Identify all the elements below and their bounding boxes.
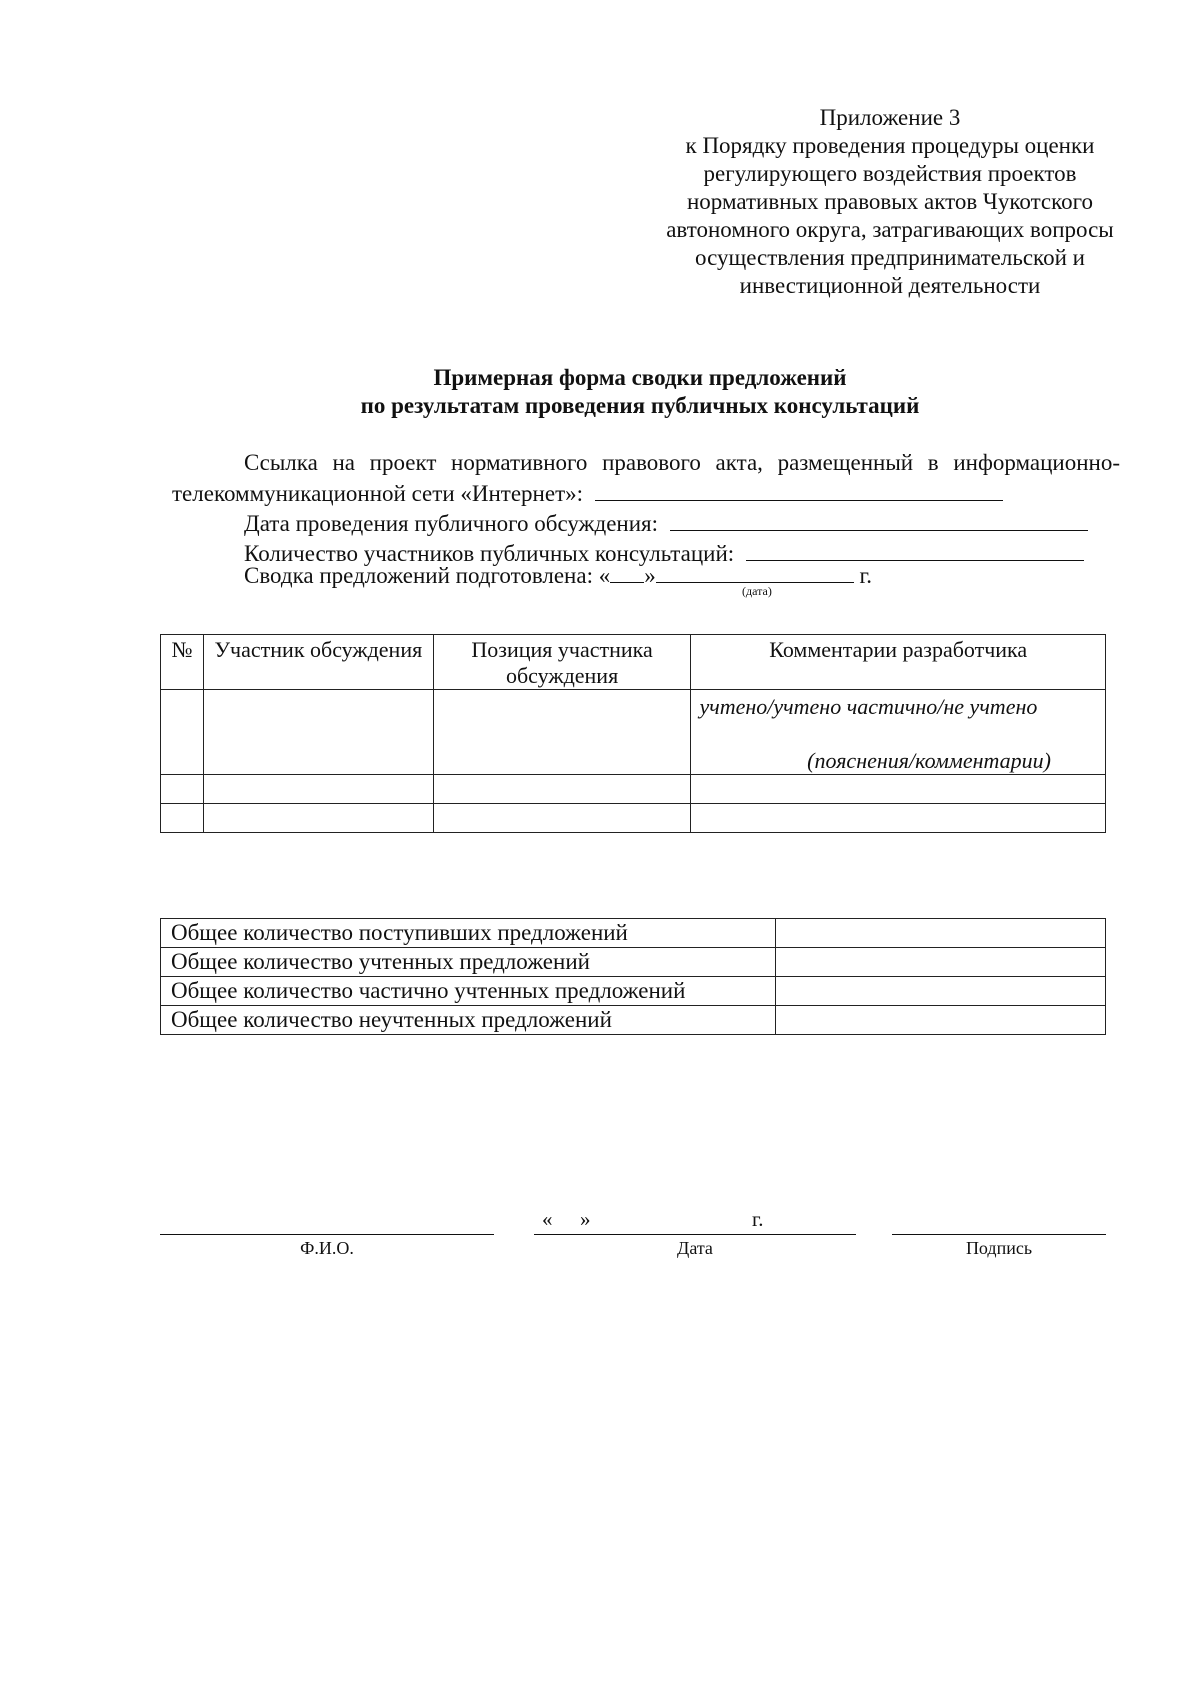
summary-quote-close: » [644, 563, 656, 588]
title-line-1: Примерная форма сводки предложений [433, 365, 847, 390]
date-input-line[interactable] [670, 508, 1088, 531]
totals-row [161, 919, 1106, 948]
title-line-2: по результатам проведения публичных консультаций [360, 393, 920, 418]
table-cell[interactable] [691, 775, 1106, 804]
document-title [160, 364, 1120, 420]
comment-cell[interactable] [691, 690, 1106, 775]
appendix-line: инвестиционной деятельности [739, 273, 1041, 298]
table-cell[interactable] [691, 804, 1106, 833]
sig-quote-open: « [542, 1207, 553, 1231]
table-cell[interactable] [433, 804, 691, 833]
totals-label: Общее количество неучтенных предложений [161, 1006, 776, 1035]
table-cell[interactable] [161, 690, 204, 775]
date-line[interactable] [534, 1234, 856, 1235]
summary-year: г. [859, 563, 873, 588]
date-label: Дата проведения публичного обсуждения: [244, 511, 658, 536]
participants-input-line[interactable] [746, 538, 1084, 561]
totals-value-cell[interactable] [776, 977, 1106, 1006]
link-field-row [172, 478, 1120, 509]
summary-day-line[interactable] [610, 560, 644, 583]
appendix-line: осуществления предпринимательской и [695, 245, 1085, 270]
date-caption: (дата) [742, 584, 772, 598]
table-cell[interactable] [433, 775, 691, 804]
link-label-line-2: телекоммуникационной сети «Интернет»: [172, 481, 584, 506]
comment-status-hint: учтено/учтено частично/не учтено [699, 694, 1038, 719]
totals-label: Общее количество учтенных предложений [161, 948, 776, 977]
table-header-row [161, 635, 1106, 690]
table-cell[interactable] [161, 775, 204, 804]
sig-quote-close: » [580, 1207, 591, 1231]
summary-field-row [244, 560, 1192, 591]
signature-caption: Подпись [965, 1238, 1033, 1258]
col-position: Позиция участника обсуждения [433, 635, 691, 690]
totals-table [160, 918, 1106, 1035]
totals-value-cell[interactable] [776, 919, 1106, 948]
appendix-line: к Порядку проведения процедуры оценки [685, 133, 1095, 158]
fio-caption: Ф.И.О. [300, 1238, 354, 1258]
date-caption-sig: Дата [677, 1238, 713, 1258]
totals-row [161, 1006, 1106, 1035]
totals-label: Общее количество частично учтенных предложений [161, 977, 776, 1006]
table-cell[interactable] [203, 804, 433, 833]
totals-row [161, 948, 1106, 977]
table-cell[interactable] [433, 690, 691, 775]
totals-value-cell[interactable] [776, 948, 1106, 977]
appendix-line: Приложение 3 [819, 105, 961, 130]
sig-year: г. [752, 1207, 764, 1231]
comment-explanation-hint: (пояснения/комментарии) [807, 748, 1051, 773]
signature-line[interactable] [892, 1234, 1106, 1235]
table-cell[interactable] [203, 775, 433, 804]
fio-line[interactable] [160, 1234, 494, 1235]
table-row [161, 804, 1106, 833]
summary-month-line[interactable] [656, 560, 854, 583]
participants-label: Количество участников публичных консультаций: [244, 541, 735, 566]
proposals-table [160, 634, 1106, 833]
col-participant: Участник обсуждения [203, 635, 433, 690]
summary-label: Сводка предложений подготовлена: « [244, 563, 611, 588]
totals-value-cell[interactable] [776, 1006, 1106, 1035]
appendix-line: автономного округа, затрагивающих вопросы [666, 217, 1114, 242]
col-number: № [161, 635, 204, 690]
table-cell[interactable] [161, 804, 204, 833]
link-label-line-1: Ссылка на проект нормативного правового акта, размещенный в информационно- [244, 450, 1120, 475]
table-row [161, 775, 1106, 804]
date-field-row [244, 508, 1192, 539]
link-input-line[interactable] [595, 478, 1003, 501]
totals-label: Общее количество поступивших предложений [161, 919, 776, 948]
table-cell[interactable] [203, 690, 433, 775]
appendix-line: регулирующего воздействия проектов [703, 161, 1077, 186]
appendix-header [640, 104, 1140, 300]
appendix-line: нормативных правовых актов Чукотского [687, 189, 1093, 214]
table-row [161, 690, 1106, 775]
totals-row [161, 977, 1106, 1006]
col-developer-comments: Комментарии разработчика [691, 635, 1106, 690]
